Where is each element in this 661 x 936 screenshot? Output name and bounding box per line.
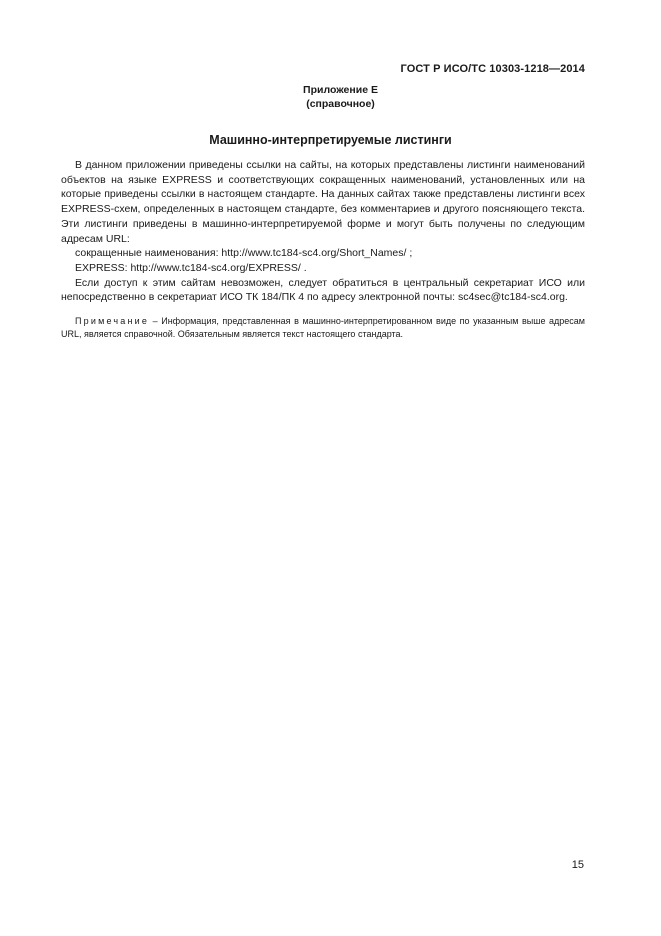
contact-paragraph: Если доступ к этим сайтам невозможен, следует обратиться в центральный секретариат ИСО или непосредственно в секретариат ИСО ТК 184/ПК 4 по адресу электронной почты: sc4sec@tc184-sc4.org. (61, 276, 585, 304)
intro-paragraph: В данном приложении приведены ссылки на сайты, на которых представлены листинги наименований объектов на языке EXPRESS и соответствующих сокращенных наименований, установленных или на которые приведены ссылки в настоящем стандарте. На данных сайтах также представлены листинги всех EXPRESS-схем, определенных в настоящем стандарте, без комментариев и другого поясняющего текста. Эти листинги приведены в машинно-интерпретируемой форме и могут быть получены по следующим адресам URL: (61, 159, 585, 245)
body-text (61, 158, 585, 305)
page-number: 15 (571, 859, 584, 871)
section-heading: Машинно-интерпретируемые листинги (209, 133, 452, 147)
annex-heading (0, 83, 661, 111)
url-express: EXPRESS: http://www.tc184-sc4.org/EXPRESS/ . (75, 261, 307, 274)
note-block (61, 315, 585, 340)
note-label: Примечание (75, 316, 150, 326)
annex-status: (справочное) (306, 98, 375, 110)
note-text: – Информация, представленная в машинно-интерпретированном виде по указанным выше адресам URL, является справочной. Обязательным является текст настоящего стандарта. (61, 316, 585, 339)
url-short-names: сокращенные наименования: http://www.tc184-sc4.org/Short_Names/ ; (75, 247, 413, 260)
annex-title: Приложение Е (303, 84, 378, 96)
document-code: ГОСТ Р ИСО/ТС 10303-1218—2014 (400, 63, 585, 75)
